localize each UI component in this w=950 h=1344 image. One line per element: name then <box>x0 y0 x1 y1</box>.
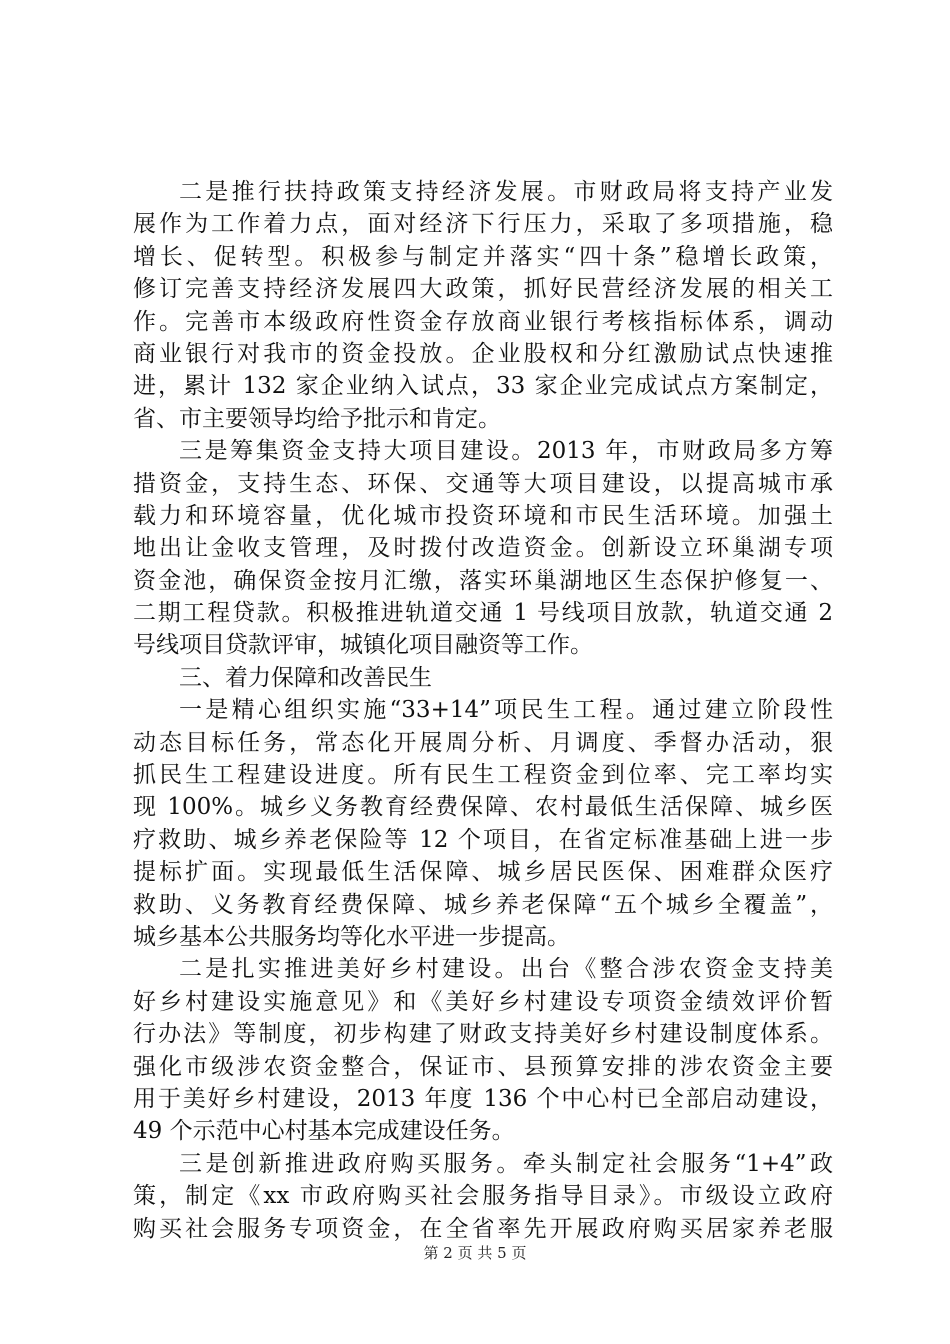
document-body <box>133 176 833 1245</box>
text-line: 三、着力保障和改善民生 <box>179 664 432 691</box>
text-line: 三是筹集资金支持大项目建设。2013 年，市财政局多方筹 <box>179 438 833 465</box>
text-line: 资金池，确保资金按月汇缴，落实环巢湖地区生态保护修复一、 <box>133 567 833 594</box>
text-line: 疗救助、城乡养老保险等 12 个项目，在省定标准基础上进一步 <box>133 826 833 853</box>
text-line: 现 100%。城乡义务教育经费保障、农村最低生活保障、城乡医 <box>133 794 833 821</box>
text-line: 救助、义务教育经费保障、城乡养老保障“五个城乡全覆盖”， <box>133 891 833 918</box>
text-line: 二是推行扶持政策支持经济发展。市财政局将支持产业发 <box>179 179 833 205</box>
text-line: 强化市级涉农资金整合，保证市、县预算安排的涉农资金主要 <box>133 1053 833 1080</box>
text-line: 提标扩面。实现最低生活保障、城乡居民医保、困难群众医疗 <box>133 859 833 886</box>
text-line: 地出让金收支管理，及时拨付改造资金。创新设立环巢湖专项 <box>133 535 833 562</box>
text-line: 省、市主要领导均给予批示和肯定。 <box>133 405 501 432</box>
text-line: 好乡村建设实施意见》和《美好乡村建设专项资金绩效评价暂 <box>133 988 833 1015</box>
text-line: 策，制定《xx 市政府购买社会服务指导目录》。市级设立政府 <box>133 1183 833 1210</box>
text-line: 行办法》等制度，初步构建了财政支持美好乡村建设制度体系。 <box>133 1021 833 1048</box>
text-line: 号线项目贷款评审，城镇化项目融资等工作。 <box>133 632 593 659</box>
text-line: 购买社会服务专项资金，在全省率先开展政府购买居家养老服 <box>133 1215 833 1242</box>
text-line: 动态目标任务，常态化开展周分析、月调度、季督办活动，狠 <box>133 729 833 756</box>
text-line: 二是扎实推进美好乡村建设。出台《整合涉农资金支持美 <box>179 956 833 983</box>
text-line: 增长、促转型。积极参与制定并落实“四十条”稳增长政策， <box>133 243 833 270</box>
page-footer: 第 2 页 共 5 页 <box>423 1244 527 1262</box>
text-line: 三是创新推进政府购买服务。牵头制定社会服务“1+4”政 <box>179 1150 833 1177</box>
text-line: 城乡基本公共服务均等化水平进一步提高。 <box>133 923 570 950</box>
text-line: 抓民生工程建设进度。所有民生工程资金到位率、完工率均实 <box>133 762 833 789</box>
text-line: 修订完善支持经济发展四大政策，抓好民营经济发展的相关工 <box>133 276 833 303</box>
text-line: 措资金，支持生态、环保、交通等大项目建设，以提高城市承 <box>133 470 833 497</box>
text-line: 作。完善市本级政府性资金存放商业银行考核指标体系，调动 <box>133 308 833 335</box>
text-line: 49 个示范中心村基本完成建设任务。 <box>133 1118 515 1145</box>
text-line: 载力和环境容量，优化城市投资环境和市民生活环境。加强土 <box>133 502 833 529</box>
text-line: 用于美好乡村建设，2013 年度 136 个中心村已全部启动建设， <box>133 1085 833 1112</box>
text-line: 商业银行对我市的资金投放。企业股权和分红激励试点快速推 <box>133 340 833 367</box>
text-line: 一是精心组织实施“33+14”项民生工程。通过建立阶段性 <box>179 697 833 724</box>
text-line: 二期工程贷款。积极推进轨道交通 1 号线项目放款，轨道交通 2 <box>133 600 833 627</box>
text-line: 展作为工作着力点，面对经济下行压力，采取了多项措施，稳 <box>133 211 833 238</box>
text-line: 进，累计 132 家企业纳入试点，33 家企业完成试点方案制定， <box>133 373 833 400</box>
